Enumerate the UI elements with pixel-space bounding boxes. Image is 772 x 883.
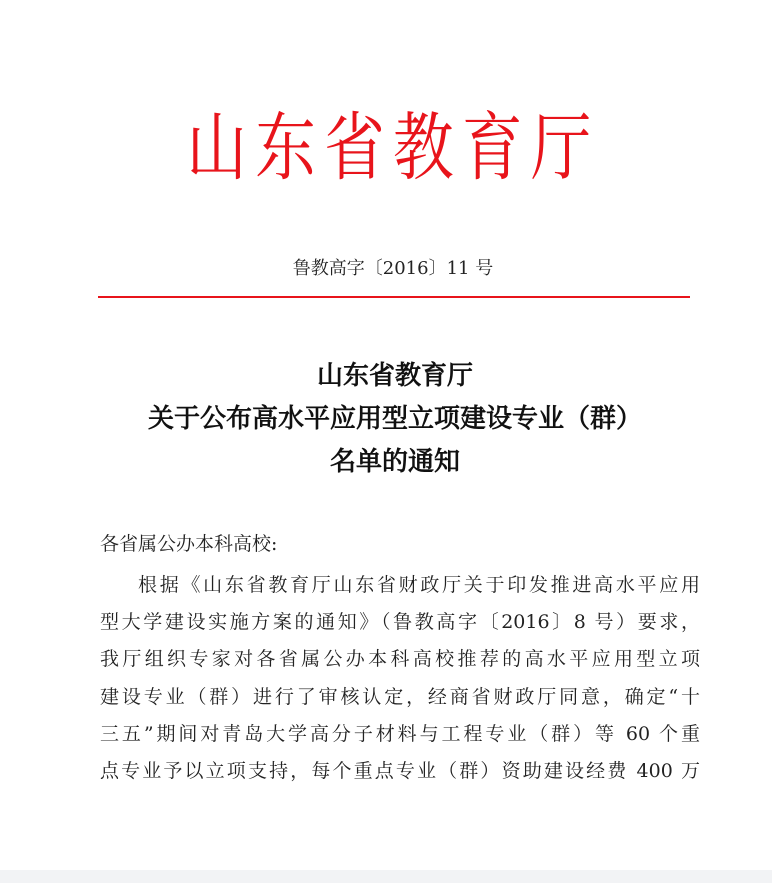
addressee: 各省属公办本科高校: bbox=[100, 533, 278, 555]
viewer-bottom-strip bbox=[0, 870, 772, 883]
body-line: 点专业予以立项支持，每个重点专业（群）资助建设经费 400 万 bbox=[100, 759, 700, 782]
body-line: 三五”期间对青岛大学高分子材料与工程专业（群）等 60 个重 bbox=[100, 722, 700, 745]
body-paragraph bbox=[100, 567, 700, 790]
masthead-title: 山东省教育厅 bbox=[186, 105, 600, 191]
title-line-3: 名单的通知 bbox=[329, 447, 460, 477]
body-line: 根据《山东省教育厅山东省财政厅关于印发推进高水平应用 bbox=[138, 574, 700, 596]
body-line: 建设专业（群）进行了审核认定，经商省财政厅同意，确定“十 bbox=[100, 685, 700, 708]
body-line: 型大学建设实施方案的通知》（鲁教高字〔2016〕8 号）要求， bbox=[100, 611, 700, 634]
title-line-1: 山东省教育厅 bbox=[316, 361, 473, 391]
body-line: 我厅组织专家对各省属公办本科高校推荐的高水平应用型立项 bbox=[100, 648, 700, 671]
document-number: 鲁教高字〔2016〕11 号 bbox=[292, 258, 494, 279]
document-title bbox=[60, 355, 730, 484]
red-divider-rule bbox=[98, 296, 690, 298]
title-line-2: 关于公布高水平应用型立项建设专业（群） bbox=[147, 404, 642, 434]
